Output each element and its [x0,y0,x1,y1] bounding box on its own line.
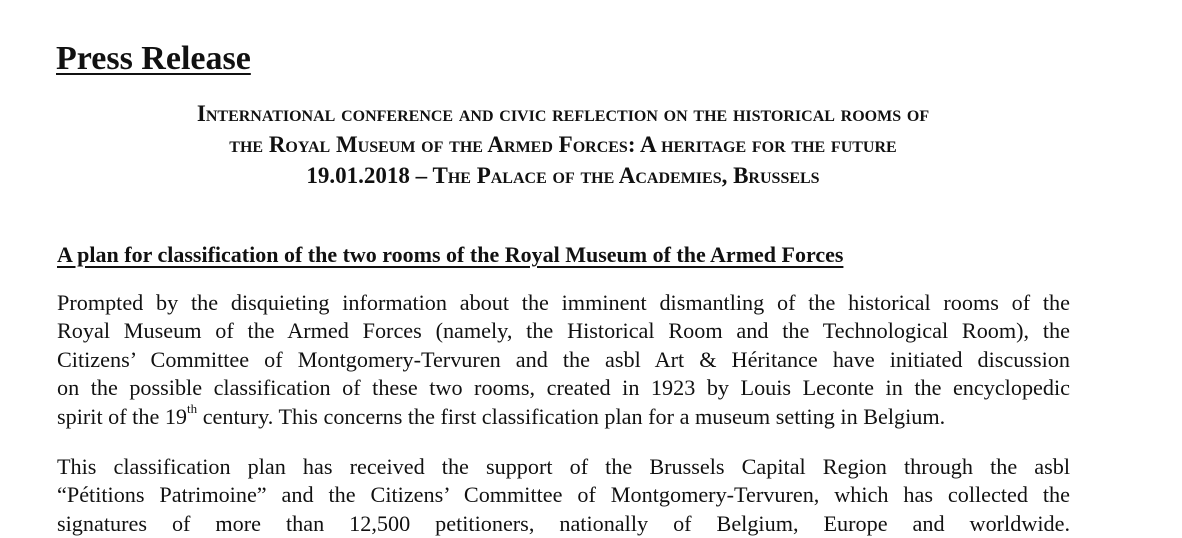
paragraph-1-last-line [57,403,1070,431]
paragraph-2-line: “Pétitions Patrimoine” and the Citizens’ Committee of Montgomery-Tervuren, which has collected the [57,482,1070,508]
paragraph-1-line: Citizens’ Committee of Montgomery-Tervuren and the asbl Art & Héritance have initiated discussion [57,346,1070,372]
paragraph-1 [57,289,1070,431]
paragraph-1-line: Prompted by the disquieting information about the imminent dismantling of the historical rooms of the [57,290,1070,315]
section-heading: A plan for classification of the two rooms of the Royal Museum of the Armed Forces [57,242,844,267]
headline-line-3: 19.01.2018 – The Palace of the Academies, Brussels [306,163,820,188]
headline-line-1: International conference and civic reflection on the historical rooms of [196,101,930,126]
document-title: Press Release [56,40,251,77]
paragraph-2-line: signatures of more than 12,500 petitioners, nationally of Belgium, Europe and worldwide. [57,510,1070,536]
paragraph-2 [57,453,1070,538]
paragraph-2-line: This classification plan has received the support of the Brussels Capital Region through the asbl [57,454,1070,479]
paragraph-1-last-line-start: spirit of the 19 [57,403,188,429]
paragraph-1-line: Royal Museum of the Armed Forces (namely, the Historical Room and the Technological Room), the [57,318,1070,344]
paragraph-1-line: on the possible classification of these two rooms, created in 1923 by Louis Leconte in the encyclopedic [57,375,1070,401]
ordinal-superscript: th [187,401,198,417]
paragraph-1-last-line-end: century. This concerns the first classification plan for a museum setting in Belgium. [197,403,946,429]
headline-line-2: the Royal Museum of the Armed Forces: A heritage for the future [229,132,897,157]
